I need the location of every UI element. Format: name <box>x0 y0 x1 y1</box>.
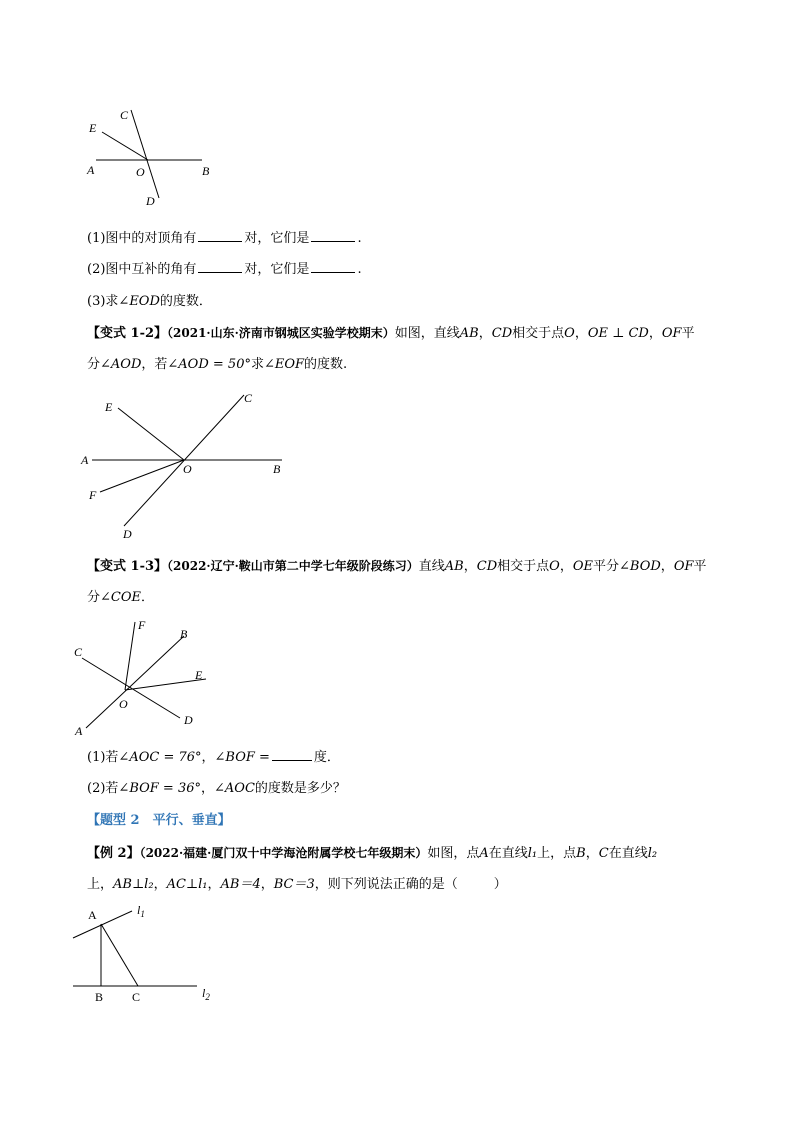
math: OF <box>673 559 694 574</box>
ray-oe <box>102 132 148 160</box>
math: A <box>479 846 489 861</box>
text: 平分 <box>593 559 620 574</box>
math: OE <box>572 559 593 574</box>
math-angle: ∠EOD <box>118 294 160 309</box>
segment-ac <box>101 924 138 986</box>
math: l₂ <box>647 846 658 861</box>
math: BC＝3 <box>273 877 315 892</box>
label-A: A <box>81 453 89 467</box>
text: ， <box>478 326 492 341</box>
label-C: C <box>244 391 253 405</box>
text: 分 <box>87 357 101 372</box>
text: ，则下列说法正确的是（ <box>314 877 458 892</box>
label-D: D <box>184 713 193 727</box>
text: ， <box>648 326 662 341</box>
text: 平 <box>681 326 695 341</box>
q1-part-3 <box>87 292 212 312</box>
math: AB <box>459 326 479 341</box>
q1-part-1-mid: 对，它们是 <box>244 231 310 246</box>
text: 在直线 <box>608 846 648 861</box>
source-label: （2022·福建·厦门双十中学海沧附属学校七年级期末） <box>139 846 428 860</box>
q1-part-2-mid: 对，它们是 <box>244 262 310 277</box>
text: 度． <box>313 750 340 765</box>
variant-1-3-line-1 <box>87 556 707 577</box>
text: ， <box>660 559 674 574</box>
math: CD <box>476 559 498 574</box>
math: OE ⊥ CD <box>587 326 649 341</box>
q1-part-2-text: (2)图中互补的角有 <box>87 262 197 277</box>
label-E: E <box>195 668 203 682</box>
text: 的度数. <box>304 357 348 372</box>
math: O <box>564 326 575 341</box>
text: 如图，直线 <box>394 326 460 341</box>
answer-blank[interactable] <box>198 229 242 242</box>
label-C: C <box>120 108 129 122</box>
example-tag: 【例 2】 <box>87 846 140 861</box>
figure-4-lines-l1-l2 <box>66 900 226 1008</box>
example-2-line-1 <box>87 843 657 864</box>
ray-of <box>125 622 135 690</box>
label-A: A <box>87 163 95 177</box>
label-B: B <box>273 462 281 476</box>
text: 直线 <box>418 559 445 574</box>
label-C: C <box>132 990 141 1004</box>
math: O <box>549 559 560 574</box>
math: l₁ <box>527 846 538 861</box>
label-O: O <box>183 462 192 476</box>
math: B <box>576 846 586 861</box>
math: AB <box>444 559 464 574</box>
text: ， <box>585 846 599 861</box>
figure-3-intersecting-lines <box>68 612 218 740</box>
math: ∠AOC <box>214 781 255 796</box>
math: ∠AOD = 50° <box>167 357 251 372</box>
section-title: 【题型 2 平行、垂直】 <box>87 813 231 828</box>
text: 相交于点 <box>512 326 565 341</box>
answer-blank[interactable] <box>311 229 355 242</box>
math: ∠BOD <box>619 559 661 574</box>
text: 求 <box>250 357 264 372</box>
line-cd <box>82 658 180 718</box>
label-B: B <box>180 627 188 641</box>
figure-1-intersecting-lines <box>80 100 220 212</box>
label-F: F <box>89 488 97 502</box>
variant-1-3-part-1 <box>87 748 340 768</box>
text: (2)若 <box>87 781 119 796</box>
q1-part-2-end: . <box>357 262 362 277</box>
text: ． <box>141 590 155 605</box>
math: ∠AOC = 76° <box>118 750 202 765</box>
q1-part-2 <box>87 260 362 280</box>
text: 平 <box>693 559 707 574</box>
line-ab <box>86 636 184 728</box>
variant-1-2-line-1 <box>87 323 695 344</box>
q1-part-3-text: (3)求 <box>87 294 119 309</box>
math: AC⊥l₁ <box>166 877 208 892</box>
variant-1-2-line-2 <box>87 355 347 375</box>
label-O: O <box>119 697 128 711</box>
example-2-line-2 <box>87 875 507 895</box>
text: ， <box>559 559 573 574</box>
line-l1 <box>73 911 132 938</box>
text: (1)若 <box>87 750 119 765</box>
line-cd <box>131 110 159 198</box>
text: ， <box>463 559 477 574</box>
figure-2-intersecting-lines <box>76 388 292 544</box>
text: ， <box>207 877 221 892</box>
label-A: A <box>88 908 97 922</box>
text: ， <box>201 781 215 796</box>
math: ∠AOD <box>100 357 142 372</box>
label-B: B <box>95 990 104 1004</box>
text: 上， <box>87 877 114 892</box>
label-E: E <box>105 400 113 414</box>
text: 的度数是多少？ <box>254 781 346 796</box>
text: ， <box>201 750 215 765</box>
math: AB⊥l₂ <box>113 877 154 892</box>
answer-blank[interactable] <box>311 260 355 273</box>
label-D: D <box>123 527 132 541</box>
q1-part-1 <box>87 229 362 249</box>
q1-part-1-end: . <box>357 231 362 246</box>
label-A: A <box>75 724 83 738</box>
math: ∠COE <box>100 590 142 605</box>
math: ∠BOF = 36° <box>118 781 201 796</box>
math: OF <box>661 326 682 341</box>
text: 上，点 <box>537 846 577 861</box>
math: ∠BOF = <box>214 750 270 765</box>
text: 如图，点 <box>427 846 480 861</box>
math: AB＝4 <box>220 877 261 892</box>
label-O: O <box>136 165 145 179</box>
variant-tag: 【变式 1-2】 <box>87 326 168 341</box>
text: ， <box>260 877 274 892</box>
answer-blank[interactable] <box>272 748 312 761</box>
q1-part-1-text: (1)图中的对顶角有 <box>87 231 197 246</box>
label-l2: $l_2$ <box>202 986 210 1002</box>
math: CD <box>491 326 513 341</box>
label-F: F <box>138 618 146 632</box>
math: C <box>598 846 609 861</box>
label-B: B <box>202 164 210 178</box>
text: ， <box>574 326 588 341</box>
ray-of <box>100 460 184 492</box>
text: 相交于点 <box>497 559 550 574</box>
source-label: （2022·辽宁·鞍山市第二中学七年级阶段练习） <box>167 559 419 573</box>
math: ∠EOF <box>263 357 305 372</box>
text: 分 <box>87 590 101 605</box>
text: ， <box>153 877 167 892</box>
variant-1-3-part-2 <box>87 779 346 799</box>
variant-tag: 【变式 1-3】 <box>87 559 168 574</box>
answer-blank[interactable] <box>198 260 242 273</box>
q1-part-3-suffix: 的度数． <box>159 294 212 309</box>
label-C: C <box>74 645 83 659</box>
label-E: E <box>89 121 97 135</box>
source-label: （2021·山东·济南市钢城区实验学校期末） <box>167 326 395 340</box>
label-D: D <box>146 194 155 208</box>
text: ，若 <box>141 357 168 372</box>
label-l1: $l_1$ <box>137 903 145 919</box>
text: 在直线 <box>488 846 528 861</box>
text: ） <box>493 877 507 892</box>
variant-1-3-line-2 <box>87 588 154 608</box>
ray-oe <box>118 408 184 460</box>
